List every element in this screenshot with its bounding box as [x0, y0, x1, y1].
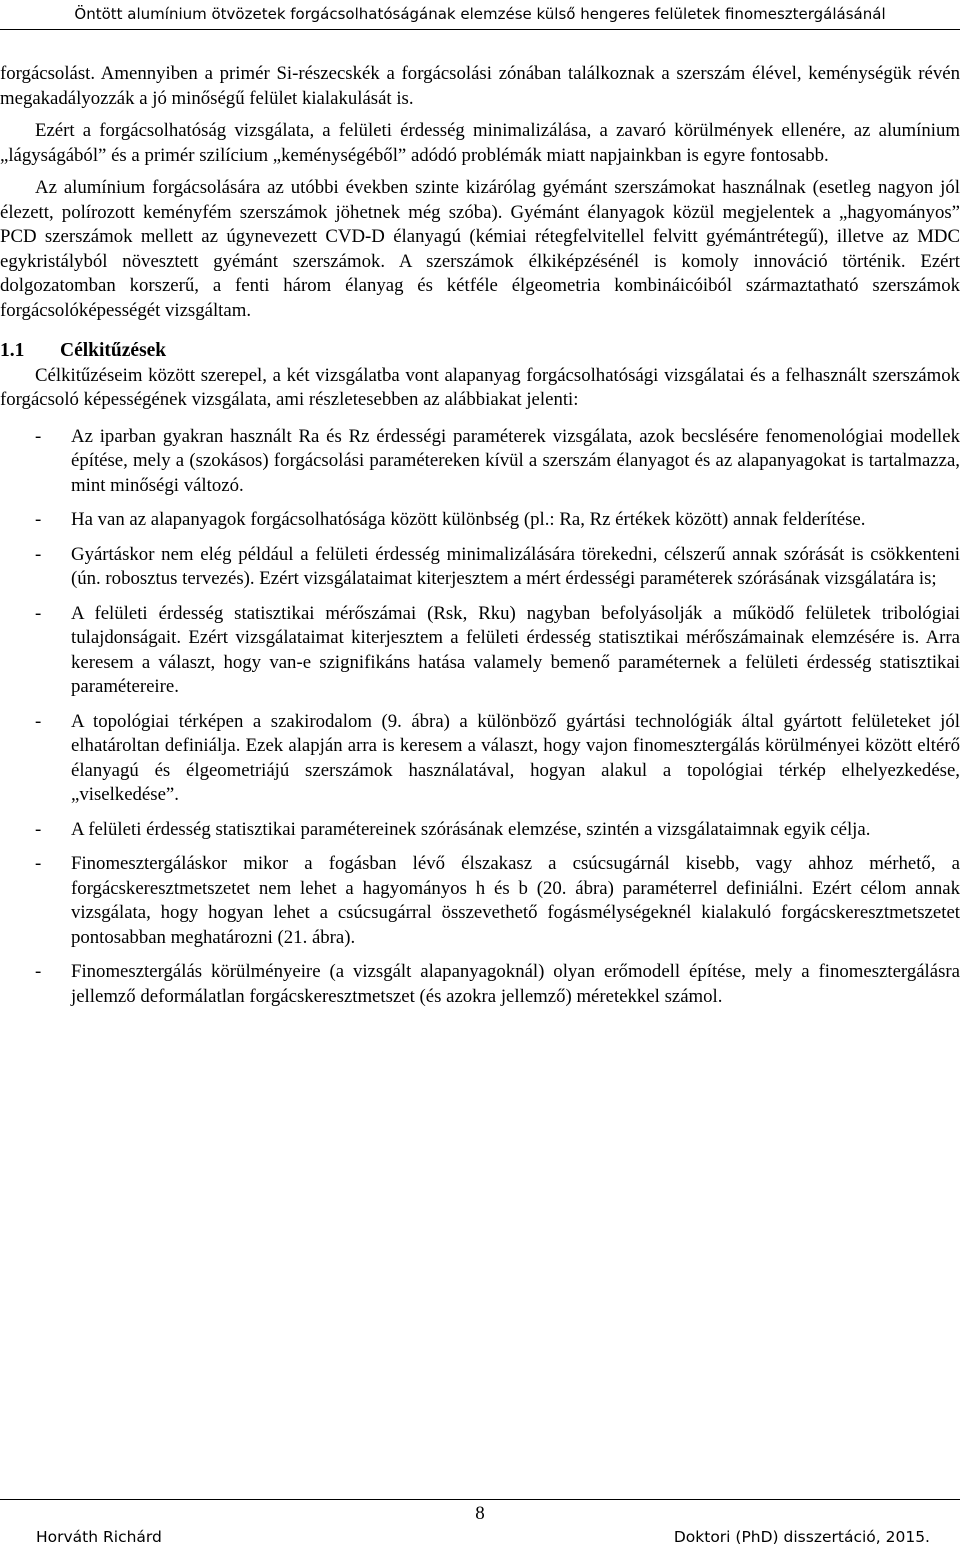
objective-text: Finomesztergáláskor mikor a fogásban lévő élszakasz a csúcsugárnál kisebb, vagy ahhoz mérhető, a forgácskeresztmetszetet nem lehet a hagyományos h és b (20. ábra) paraméterrel definiálni. Ezért célom annak vizsgálata, hogy hogyan lehet a csúcsugárral összevethető fogásmélységeknél kialakuló forgácskeresztmetszetet pontosabban meghatározni (21. ábra). [71, 853, 960, 948]
objective-text: Finomesztergálás körülményeire (a vizsgált alapanyagoknál) olyan erőmodell építése, mely a finomesztergálásra jellemző deformálatlan forgácskeresztmetszet (és azokra jellemző) méretekkel számol. [71, 961, 960, 1007]
objective-item [0, 602, 960, 700]
objectives-list [0, 425, 960, 1010]
paragraph-diamond-tools [0, 176, 960, 323]
objective-item [0, 508, 960, 533]
objective-text: A topológiai térképen a szakirodalom (9. ábra) a különböző gyártási technológiák által gyártott felületeket jól elhatároltan definiálja. Ezek alapján arra is keresem a választ, hogy vajon finomesztergálás körülményei között eltérő élanyagú és élgeometriájú szerszámok használatával, hogyan alakul a topológiai térkép elhelyezkedése, „viselkedése”. [71, 710, 960, 805]
objective-item [0, 818, 960, 843]
footer-document-type: Doktori (PhD) disszertáció, 2015. [673, 1528, 930, 1546]
footer-author: Horváth Richárd [36, 1528, 162, 1546]
page-number: 8 [475, 1503, 485, 1524]
bullet-dash: - [35, 509, 42, 530]
objective-text: A felületi érdesség statisztikai paramétereinek szórásának elemzése, szintén a vizsgálataimnak egyik célja. [71, 818, 871, 840]
section-heading [0, 339, 960, 364]
objective-item [0, 543, 960, 592]
footer-rule [0, 1499, 960, 1500]
objective-text: A felületi érdesség statisztikai mérőszámai (Rsk, Rku) nagyban befolyásolják a működő felületek tribológiai tulajdonságait. Ezért vizsgálataimat kiterjesztem a felületi érdesség statisztikai mérőszámainak elemzésére is. Arra keresem a választ, hogy van-e szignifikáns hatása valamely bemenő paraméternek a felületi érdesség statisztikai paramétereire. [71, 602, 960, 697]
objective-text: Az iparban gyakran használt Ra és Rz érdességi paraméterek vizsgálata, azok becslésére fenomenológiai modellek építése, mely a (szokásos) forgácsolási paramétereken kívül a szerszám élanyagot és az alapanyagokat is tartalmazza, mint minőségi változó. [71, 425, 960, 496]
sentence-dissertation-scope: Ezért dolgozatomban korszerű, a fenti három élanyag és kétféle élgeometria kombináicóiból származtatható szerszámok forgácsolóképességét vizsgáltam. [0, 250, 960, 321]
section-number: 1.1 [0, 340, 25, 361]
objective-item [0, 852, 960, 950]
objective-item [0, 960, 960, 1009]
objectives-intro: Célkitűzéseim között szerepel, a két vizsgálatba vont alapanyag forgácsolhatósági vizsgálatai és a felhasznált szerszámok forgácsoló képességének vizsgálata, ami részletesebben az alábbiakat jelenti: [0, 364, 960, 410]
paragraph-continuation: forgácsolást. Amennyiben a primér Si-részecskék a forgácsolási zónában találkoznak a szerszám élével, keménységük révén megakadályozzák a jó minőségű felület kialakulását is. [0, 63, 960, 109]
objective-text: Gyártáskor nem elég például a felületi érdesség minimalizálására törekedni, célszerű annak szórását is csökkenteni (ún. robosztus tervezés). Ezért vizsgálataimat kiterjesztem a mért érdességi paraméterek szórásának vizsgálatára is; [71, 543, 960, 589]
objective-item [0, 425, 960, 499]
paragraph-machinability: Ezért a forgácsolhatóság vizsgálata, a felületi érdesség minimalizálása, a zavaró körülmények ellenére, az alumínium „lágyságából” és a primér szilícium „keménységéből” adódó problémák miatt napjainkban is egyre fontosabb. [0, 120, 960, 166]
bullet-dash: - [35, 425, 42, 447]
running-header: Öntött alumínium ötvözetek forgácsolhatóságának elemzése külső hengeres felületek finomesztergálásánál [74, 5, 886, 23]
bullet-dash: - [35, 710, 42, 732]
section-title: Célkitűzések [60, 340, 167, 361]
bullet-dash: - [35, 602, 42, 624]
objective-item [0, 710, 960, 808]
sentence-diamond-usage: Az alumínium forgácsolására az utóbbi években szinte kizárólag gyémánt szerszámokat használnak (esetleg nagyon jól élezett, polírozott keményfém szerszámok jöhetnek még szóba). [0, 177, 960, 223]
sentence-tool-materials: Gyémánt élanyagok közül megjelentek a „hagyományos” PCD szerszámok mellett az úgynevezett CVD-D élanyagú (kémiai rétegfelvitellel felvitt gyémántrétegű), illetve az MDC egykristályból növesztett gyémánt szerszámok. A szerszámok élkiképzésénél is komoly innováció történik. [0, 201, 960, 272]
page-body [0, 62, 960, 1019]
bullet-dash: - [35, 961, 42, 982]
bullet-dash: - [35, 853, 42, 874]
bullet-dash: - [35, 818, 42, 840]
header-rule [0, 29, 960, 30]
bullet-dash: - [35, 543, 42, 565]
objective-text: Ha van az alapanyagok forgácsolhatósága között különbség (pl.: Ra, Rz értékek között) annak felderítése. [71, 509, 866, 530]
